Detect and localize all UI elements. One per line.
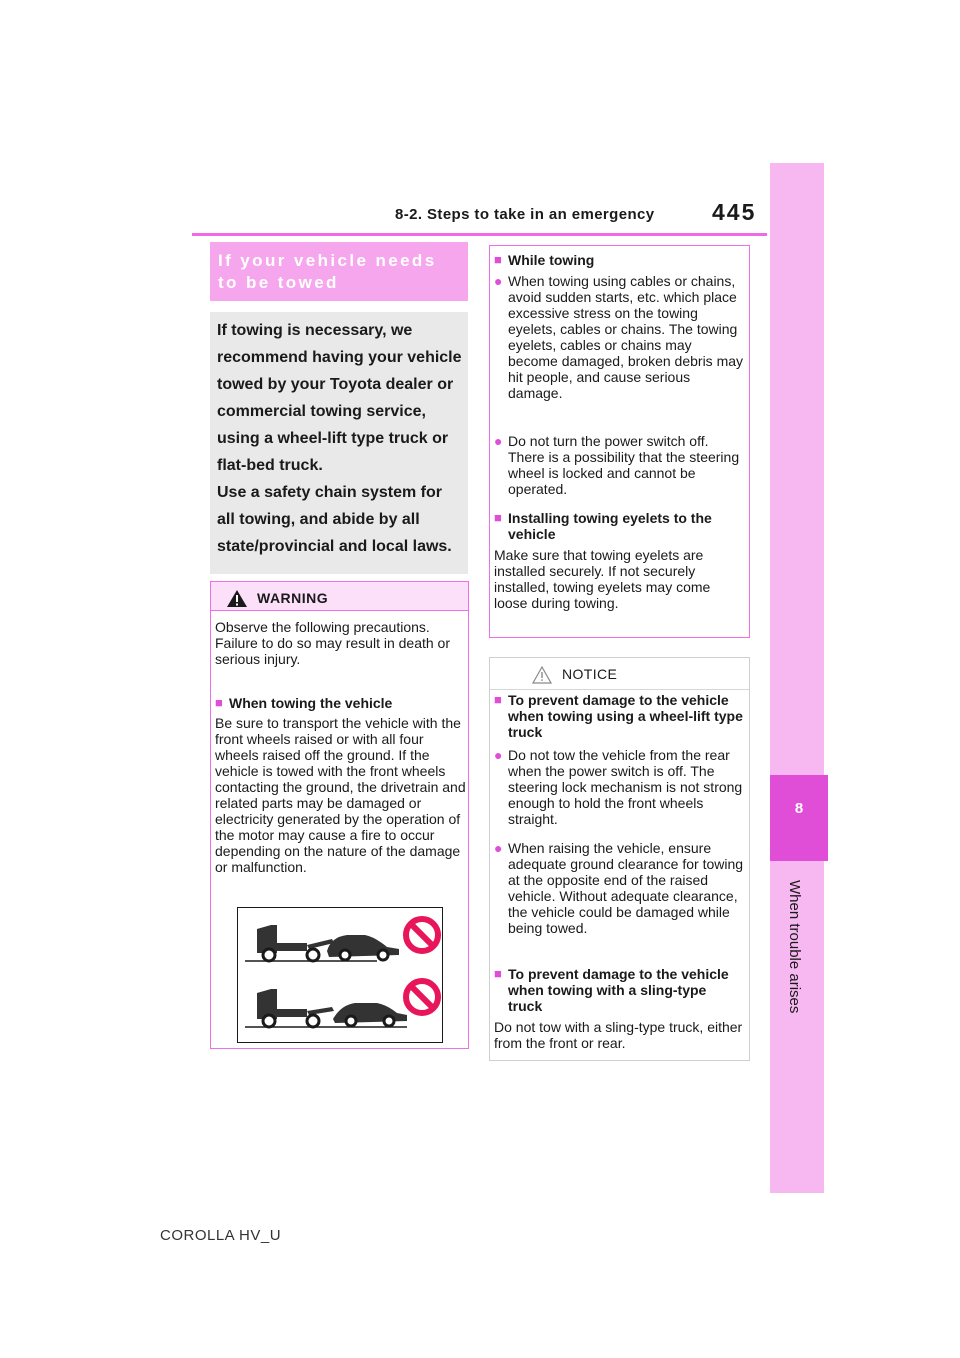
section-heading-line2: to be towed <box>218 273 339 292</box>
dot-bullet-icon: ● <box>494 747 503 763</box>
notice-item-1: ● Do not tow the vehicle from the rear when the power switch is off. The steering lock mechanism is not strong enough to hold the front wheels straight. <box>494 747 743 827</box>
while-towing-subhead: ■ While towing <box>494 252 595 268</box>
warning-body: Be sure to transport the vehicle with the front wheels raised or with all four wheels raised off the ground. If the vehicle is towed with the front wheels contacting the ground, the drivetrain and related parts may be damaged or electricity generated by the operation of the motor may cause a fire to occur depending on the nature of the damage or malfunction. <box>215 715 466 875</box>
dot-bullet-icon: ● <box>494 273 503 289</box>
footer-model: COROLLA HV_U <box>160 1227 282 1244</box>
header-rule <box>192 233 767 236</box>
while-towing-item-1: ● When towing using cables or chains, avoid sudden starts, etc. which place excessive stress on the towing eyelets, cables or chains. The towing eyelets, cables or chains may become damaged, broken debris may hit people, and cause serious damage. <box>494 273 744 401</box>
section-heading-line1: If your vehicle needs <box>218 251 437 270</box>
notice-triangle-icon <box>532 666 552 684</box>
intro-paragraph-1: If towing is necessary, we recommend having your vehicle towed by your Toyota dealer or commercial towing service, using a wheel-lift type truck or flat-bed truck. <box>217 322 462 474</box>
warning-continued-box <box>489 245 750 638</box>
section-heading <box>218 250 464 294</box>
notice-title: NOTICE <box>562 666 618 682</box>
warning-title: WARNING <box>257 590 329 606</box>
dot-bullet-icon: ● <box>494 840 503 856</box>
square-bullet-icon: ■ <box>215 695 223 710</box>
page-number: 445 <box>712 199 757 225</box>
towing-illustration <box>237 907 443 1043</box>
notice-subhead-2: ■ To prevent damage to the vehicle when towing with a sling-type truck <box>494 966 729 1014</box>
chapter-number: 8 <box>794 800 804 817</box>
square-bullet-icon: ■ <box>494 966 502 981</box>
square-bullet-icon: ■ <box>494 692 502 707</box>
while-towing-item-2: ● Do not turn the power switch off. There is a possibility that the steering wheel is locked and cannot be operated. <box>494 433 740 497</box>
square-bullet-icon: ■ <box>494 510 502 525</box>
installing-eyelets-body: Make sure that towing eyelets are installed securely. If not securely installed, towing eyelets may come loose during towing. <box>494 547 711 611</box>
square-bullet-icon: ■ <box>494 252 502 267</box>
notice-subhead-1: ■ To prevent damage to the vehicle when towing using a wheel-lift type truck <box>494 692 743 740</box>
dot-bullet-icon: ● <box>494 433 503 449</box>
notice-item-2: ● When raising the vehicle, ensure adequate ground clearance for towing at the opposite end of the raised vehicle. Without adequate clearance, the vehicle could be damaged while being towed. <box>494 840 744 936</box>
warning-header-rule <box>211 610 468 611</box>
chapter-label: When trouble arises <box>786 880 803 1014</box>
warning-subhead: ■ When towing the vehicle <box>215 695 393 711</box>
intro-paragraph-2: Use a safety chain system for all towing, and abide by all state/provincial and local laws. <box>217 484 452 555</box>
installing-eyelets-subhead: ■ Installing towing eyelets to the vehicle <box>494 510 712 542</box>
warning-triangle-icon <box>226 589 248 608</box>
warning-box <box>210 581 469 1049</box>
notice-body-2: Do not tow with a sling-type truck, either from the front or rear. <box>494 1019 743 1051</box>
notice-box <box>489 657 750 1061</box>
chapter-tab[interactable] <box>770 775 828 861</box>
warning-intro: Observe the following precautions. Failure to do so may result in death or serious injury. <box>215 619 451 667</box>
notice-header-rule <box>490 689 749 690</box>
warning-header <box>211 582 468 610</box>
side-strip <box>770 163 824 1193</box>
section-title: 8-2. Steps to take in an emergency <box>395 206 655 223</box>
